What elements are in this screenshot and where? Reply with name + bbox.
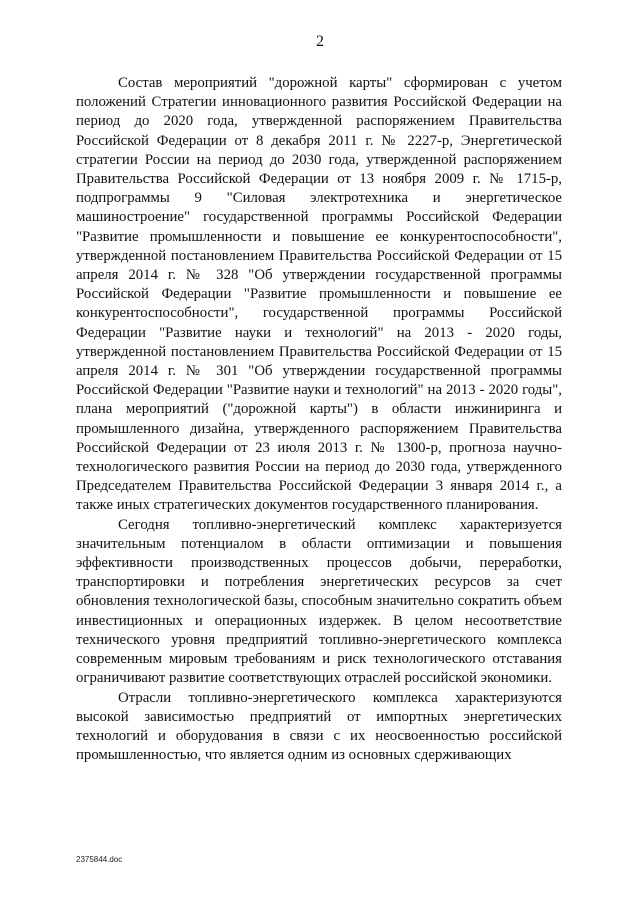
page-number: 2 xyxy=(316,33,324,50)
footer-filename: 2375844.doc xyxy=(76,855,123,864)
paragraph-fuel-energy-complex-potential: Сегодня топливно-энергетический комплекс характеризуется значительным потенциалом в области оптимизации и повышения эффективности производственных процессов добычи, переработки, транспортировки и потребления энергетических ресурсов за счет обновления технологической базы, способным значительно сократить объем инвестиционных и операционных издержек. В целом несоответствие технического уровня предприятий топливно-энергетического комплекса современным мировым требованиям и риск технологического отставания ограничивают развитие соответствующих отраслей российской экономики. xyxy=(76,516,562,687)
document-body xyxy=(76,74,562,765)
paragraph-import-dependence: Отрасли топливно-энергетического комплекса характеризуются высокой зависимостью предприятий от импортных энергетических технологий и оборудования в связи с их неосвоенностью российской промышленностью, что является одним из основных сдерживающих xyxy=(76,689,562,764)
paragraph-roadmap-composition: Состав мероприятий "дорожной карты" сформирован с учетом положений Стратегии инновационного развития Российской Федерации на период до 2020 года, утвержденной распоряжением Правительства Российской Федерации от 8 декабря 2011 г. № 2227-р, Энергетической стратегии России на период до 2030 года, утвержденной распоряжением Правительства Российской Федерации от 13 ноября 2009 г. № 1715-р, подпрограммы 9 "Силовая электротехника и энергетическое машиностроение" государственной программы Российской Федерации "Развитие промышленности и повышение ее конкурентоспособности", утвержденной постановлением Правительства Российской Федерации от 15 апреля 2014 г. № 328 "Об утверждении государственной программы Российской Федерации "Развитие промышленности и повышение ее конкурентоспособности", государственной программы Российской Федерации "Развитие науки и технологий" на 2013 - 2020 годы, утвержденной постановлением Правительства Российской Федерации от 15 апреля 2014 г. № 301 "Об утверждении государственной программы Российской Федерации "Развитие науки и технологий" на 2013 - 2020 годы", плана мероприятий ("дорожной карты") в области инжиниринга и промышленного дизайна, утвержденного распоряжением Правительства Российской Федерации от 23 июля 2013 г. № 1300-р, прогноза научно-технологического развития России на период до 2030 года, утвержденного Председателем Правительства Российской Федерации 3 января 2014 г., а также иных стратегических документов государственного планирования. xyxy=(76,75,562,514)
